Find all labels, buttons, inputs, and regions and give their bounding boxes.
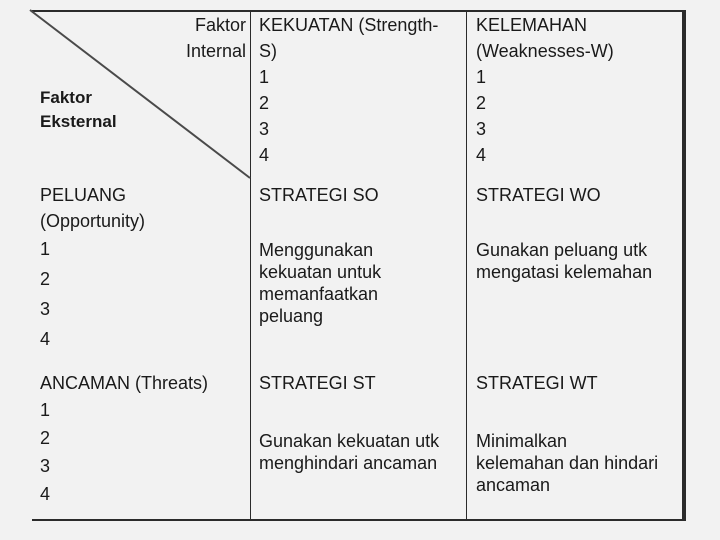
strategy-wo-cell [476,182,601,208]
description-line: Gunakan peluang utk [476,240,648,260]
weaknesses-title-line1: KELEMAHAN [476,15,588,35]
strategy-so-title: STRATEGI SO [259,185,379,205]
opportunities-title-line1: PELUANG [40,185,127,205]
strategy-st-title: STRATEGI ST [259,373,376,393]
description-line: peluang [259,306,324,326]
list-item: 4 [476,145,487,165]
list-item: 4 [40,329,51,349]
strengths-title-line2: S) [259,41,277,61]
column-divider-2 [466,10,467,521]
description-line: ancaman [476,475,551,495]
external-label-line2: Eksternal [40,112,117,131]
description-line: Minimalkan [476,431,568,451]
external-label-line1: Faktor [40,88,92,107]
strengths-title-line1: KEKUATAN (Strength- [259,15,439,35]
strengths-header [259,12,438,168]
threats-title: ANCAMAN (Threats) [40,373,209,393]
list-item: 1 [40,239,51,259]
table-right-border [682,10,686,520]
weaknesses-header [476,12,614,168]
description-line: menghindari ancaman [259,453,438,473]
list-item: 4 [259,145,270,165]
strategy-wt-title: STRATEGI WT [476,373,598,393]
strategy-st-cell [259,370,376,396]
internal-factor-label [120,12,246,64]
strategy-st-description [259,430,439,474]
list-item: 2 [476,93,487,113]
description-line: Menggunakan [259,240,374,260]
opportunities-header [40,182,145,354]
strategy-wo-title: STRATEGI WO [476,185,601,205]
list-item: 1 [476,67,487,87]
description-line: Gunakan kekuatan utk [259,431,440,451]
internal-label-line2: Internal [185,41,246,61]
opportunities-title-line2: (Opportunity) [40,211,146,231]
strategy-so-cell [259,182,379,208]
external-factor-label [40,86,117,134]
description-line: mengatasi kelemahan [476,262,653,282]
strategy-so-description [259,239,381,327]
list-item: 3 [259,119,270,139]
list-item: 3 [476,119,487,139]
list-item: 1 [40,400,51,420]
internal-label-line1: Faktor [194,15,246,35]
description-line: kekuatan untuk [259,262,382,282]
description-line: memanfaatkan [259,284,379,304]
strategy-wt-description [476,430,658,496]
weaknesses-title-line2: (Weaknesses-W) [476,41,614,61]
list-item: 3 [40,299,51,319]
description-line: kelemahan dan hindari [476,453,659,473]
threats-header [40,370,208,508]
list-item: 2 [40,269,51,289]
list-item: 4 [40,484,51,504]
strategy-wt-cell [476,370,598,396]
table-bottom-border [32,519,686,521]
strategy-wo-description [476,239,652,283]
list-item: 3 [40,456,51,476]
list-item: 1 [259,67,270,87]
list-item: 2 [259,93,270,113]
list-item: 2 [40,428,51,448]
